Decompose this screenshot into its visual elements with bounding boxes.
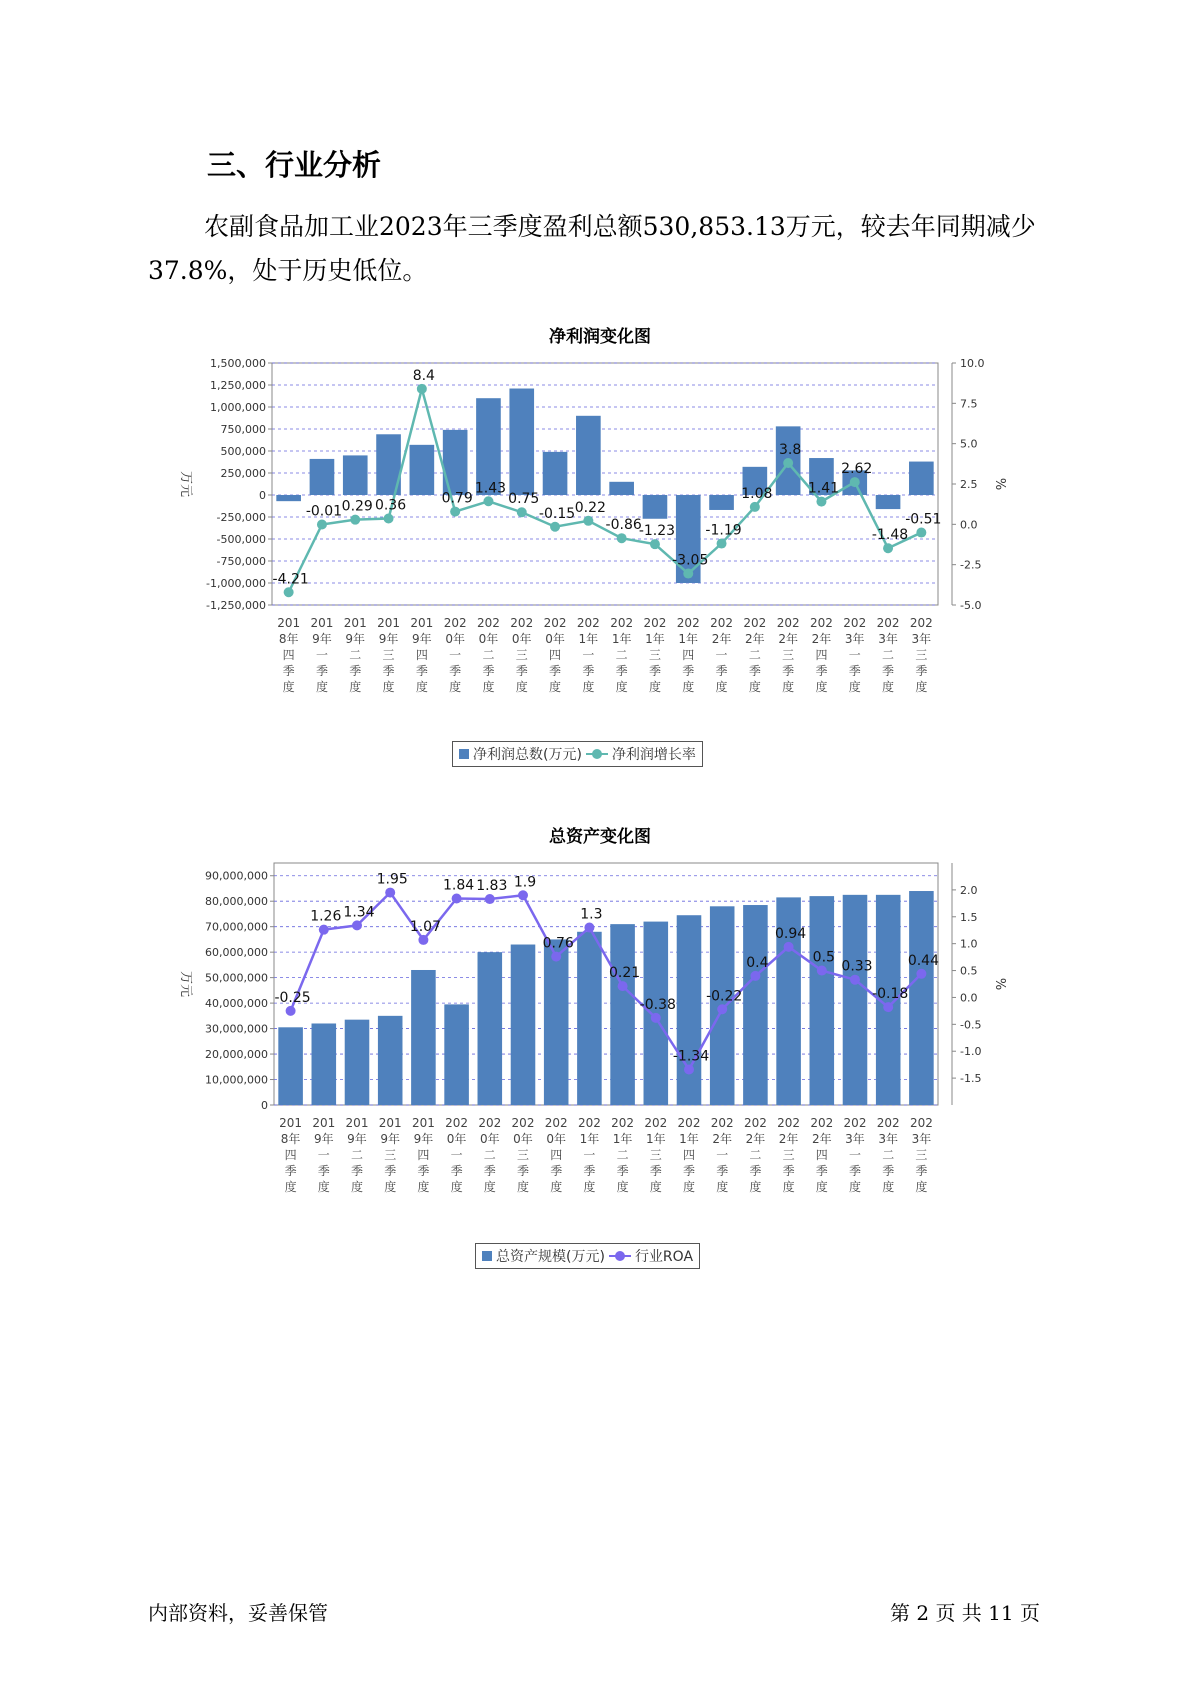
bar	[478, 952, 503, 1105]
data-label: -0.22	[706, 988, 743, 1005]
data-label: 0.21	[609, 965, 641, 982]
line-point	[551, 952, 561, 962]
bar	[276, 495, 301, 501]
line-point	[850, 975, 860, 985]
footer-page-number: 第 2 页 共 11 页	[890, 1601, 1040, 1625]
net-profit-chart	[170, 355, 1050, 735]
y-tick-label: 30,000,000	[205, 1022, 268, 1036]
line-point	[483, 496, 493, 506]
line-point	[816, 497, 826, 507]
data-label: 2.62	[841, 461, 873, 478]
y-tick-label: 70,000,000	[205, 920, 268, 934]
data-label: 1.95	[376, 871, 408, 888]
bar	[312, 1023, 337, 1105]
data-label: -1.23	[638, 523, 676, 540]
x-tick-label: 202 1年一季度	[577, 1116, 601, 1194]
data-label: 8.4	[412, 367, 435, 384]
line-point	[352, 920, 362, 930]
data-label: 0.44	[907, 952, 939, 969]
legend-line-label: 行业ROA	[634, 1249, 694, 1265]
data-label: 0.94	[775, 925, 807, 942]
x-tick-label: 201 9年三季度	[377, 616, 401, 694]
bar	[544, 939, 569, 1105]
data-label: 1.83	[476, 878, 508, 895]
legend-bar-label: 净利润总数(万元)	[473, 747, 582, 763]
footer-left: 内部资料，妥善保管	[148, 1601, 328, 1625]
line-point	[916, 528, 926, 538]
y-tick-label: 20,000,000	[205, 1048, 268, 1062]
data-label: -3.05	[672, 552, 709, 569]
bar	[543, 452, 568, 495]
x-tick-label: 202 1年一季度	[576, 616, 600, 694]
x-tick-label: 202 0年一季度	[445, 1116, 469, 1194]
y-tick-label: 500,000	[220, 445, 266, 458]
y-tick-label: 1,250,000	[210, 379, 266, 392]
x-tick-label: 202 0年三季度	[510, 616, 534, 694]
data-label: 1.08	[741, 485, 773, 502]
line-point	[883, 1002, 893, 1012]
x-tick-label: 202 3年二季度	[876, 616, 900, 694]
legend-bar-swatch	[482, 1251, 492, 1261]
y2-tick-label: 0.0	[960, 518, 978, 532]
bar	[909, 462, 934, 495]
x-tick-label: 202 0年二季度	[476, 616, 500, 694]
x-tick-label: 202 0年二季度	[478, 1116, 502, 1194]
chart2-legend	[475, 1243, 700, 1269]
data-label: 0.29	[341, 498, 373, 515]
bar	[810, 896, 835, 1105]
y2-tick-label: 7.5	[960, 397, 978, 411]
y-tick-label: 1,500,000	[210, 357, 266, 370]
line-point	[617, 533, 627, 543]
data-label: 1.26	[310, 908, 342, 925]
y-tick-label: 0	[261, 1099, 268, 1112]
y-tick-label: -1,250,000	[206, 599, 266, 612]
plot-area	[274, 863, 938, 1105]
data-label: 1.34	[343, 904, 375, 921]
legend-line-swatch	[586, 749, 608, 759]
x-tick-label: 201 8年四季度	[277, 616, 301, 694]
line-point	[319, 925, 329, 935]
data-label: 1.84	[443, 877, 475, 894]
line-point	[284, 587, 294, 597]
data-label: -4.21	[272, 571, 309, 588]
bar	[577, 932, 602, 1105]
bar	[709, 495, 734, 510]
y-tick-label: 1,000,000	[210, 401, 266, 414]
line-point	[618, 981, 628, 991]
y-tick-label: 0	[259, 489, 266, 502]
line-point	[717, 539, 727, 549]
x-tick-label: 202 1年二季度	[611, 1116, 635, 1194]
data-label: -0.38	[639, 996, 676, 1013]
y-tick-label: -500,000	[216, 533, 266, 546]
bar	[444, 1004, 469, 1105]
bar	[909, 891, 934, 1105]
bar	[576, 416, 601, 495]
x-tick-label: 201 9年三季度	[378, 1116, 402, 1194]
y2-tick-label: 0.0	[960, 991, 978, 1005]
data-label: 0.75	[508, 491, 540, 508]
data-label: 1.41	[807, 480, 840, 497]
y-tick-label: 750,000	[220, 423, 266, 436]
section-heading: 三、行业分析	[207, 148, 382, 182]
x-tick-label: 202 2年二季度	[743, 1116, 767, 1194]
data-label: -0.86	[605, 517, 642, 534]
y2-tick-label: -1.0	[960, 1045, 982, 1059]
line-point	[417, 384, 427, 394]
summary-paragraph: 农副食品加工业2023年三季度盈利总额530,853.13万元，较去年同期减少37.8%，处于历史低位。	[148, 212, 1036, 285]
y-tick-label: -1,000,000	[206, 577, 266, 590]
chart2-title: 总资产变化图	[549, 827, 651, 847]
y-tick-label: 90,000,000	[205, 869, 268, 883]
x-tick-label: 201 9年四季度	[411, 1116, 435, 1194]
legend-bar-label: 总资产规模(万元)	[496, 1249, 605, 1265]
line-point	[717, 1004, 727, 1014]
x-tick-label: 202 2年一季度	[710, 616, 734, 694]
bar	[343, 455, 368, 495]
y2-tick-label: 2.5	[960, 478, 978, 491]
x-tick-label: 202 2年三季度	[776, 616, 800, 694]
bar	[643, 495, 668, 519]
line-point	[750, 971, 760, 981]
data-label: -1.19	[705, 522, 742, 539]
data-label: 0.4	[746, 954, 769, 971]
y2-tick-label: 0.5	[960, 964, 978, 978]
line-point	[750, 502, 760, 512]
line-point	[518, 890, 528, 900]
x-tick-label: 202 3年三季度	[909, 616, 933, 694]
x-tick-label: 202 1年二季度	[610, 616, 634, 694]
x-tick-label: 202 3年二季度	[876, 1116, 900, 1194]
data-label: -0.18	[872, 986, 909, 1003]
line-point	[384, 514, 394, 524]
bar	[378, 1016, 403, 1105]
x-tick-label: 202 0年四季度	[544, 1116, 568, 1194]
line-point	[650, 539, 660, 549]
y-tick-label: 250,000	[220, 467, 266, 480]
line-point	[450, 507, 460, 517]
y-tick-label: -250,000	[216, 511, 266, 524]
x-tick-label: 202 1年三季度	[643, 616, 667, 694]
data-label: -0.25	[274, 989, 311, 1006]
x-tick-label: 201 9年二季度	[345, 1116, 369, 1194]
line-point	[418, 935, 428, 945]
y2-tick-label: -1.5	[960, 1072, 982, 1086]
bar	[278, 1027, 303, 1105]
data-label: 0.36	[374, 497, 407, 514]
data-label: 1.07	[409, 918, 441, 935]
x-tick-label: 202 0年一季度	[443, 616, 467, 694]
line-point	[850, 477, 860, 487]
x-tick-label: 201 9年四季度	[410, 616, 434, 694]
line-point	[883, 543, 893, 553]
x-tick-label: 202 3年一季度	[843, 616, 867, 694]
y2-tick-label: 2.0	[960, 883, 978, 897]
x-tick-label: 202 2年二季度	[743, 616, 767, 694]
x-tick-label: 202 3年一季度	[843, 1116, 867, 1194]
data-label: -0.01	[305, 503, 343, 520]
data-label: 0.79	[441, 490, 473, 507]
y-axis-label: 万元	[178, 970, 193, 998]
bar	[310, 459, 335, 495]
y-tick-label: 60,000,000	[205, 946, 268, 960]
y-tick-label: 50,000,000	[205, 971, 268, 985]
data-label: 3.8	[779, 442, 802, 459]
line-point	[485, 894, 495, 904]
legend-line-label: 净利润增长率	[611, 747, 696, 763]
data-label: 1.3	[580, 906, 603, 923]
legend-line-swatch	[609, 1251, 631, 1261]
bar	[677, 915, 702, 1105]
line-point	[286, 1006, 296, 1016]
bar	[345, 1020, 370, 1105]
x-tick-label: 202 1年四季度	[676, 616, 700, 694]
line-point	[317, 519, 327, 529]
bar	[843, 895, 868, 1105]
y2-tick-label: 1.5	[960, 910, 978, 924]
line-point	[817, 966, 827, 976]
bar	[410, 445, 435, 495]
y-tick-label: -750,000	[216, 555, 266, 568]
y2-tick-label: 5.0	[960, 437, 978, 451]
chart1-legend	[452, 741, 703, 767]
y2-tick-label: 1.0	[960, 937, 978, 951]
line-point	[584, 923, 594, 933]
y-axis-label: 万元	[178, 470, 193, 498]
data-label: -1.48	[871, 527, 909, 544]
bar	[411, 970, 436, 1105]
x-tick-label: 202 3年三季度	[909, 1116, 933, 1194]
y2-axis-label: %	[992, 477, 1007, 491]
line-point	[517, 507, 527, 517]
y-tick-label: 40,000,000	[205, 997, 268, 1011]
y2-tick-label: 10.0	[960, 357, 985, 370]
bar	[610, 924, 635, 1105]
x-tick-label: 201 9年一季度	[312, 1116, 336, 1194]
bar	[876, 495, 901, 509]
bar	[511, 945, 536, 1105]
data-label: 1.9	[513, 874, 537, 891]
x-tick-label: 202 2年三季度	[777, 1116, 801, 1194]
line-point	[452, 893, 462, 903]
line-point	[651, 1013, 661, 1023]
line-point	[385, 888, 395, 898]
line-point	[583, 516, 593, 526]
y-tick-label: 80,000,000	[205, 895, 268, 909]
y2-tick-label: -2.5	[960, 558, 982, 572]
data-label: 0.33	[841, 958, 873, 975]
line-point	[784, 942, 794, 952]
legend-bar-swatch	[459, 749, 469, 759]
x-tick-label: 202 0年四季度	[543, 616, 567, 694]
data-label: -0.51	[905, 511, 942, 528]
y2-tick-label: -0.5	[960, 1018, 982, 1032]
x-tick-label: 201 9年二季度	[343, 616, 367, 694]
x-tick-label: 202 0年三季度	[511, 1116, 535, 1194]
x-tick-label: 202 2年四季度	[810, 1116, 834, 1194]
data-label: 0.22	[574, 499, 606, 516]
line-point	[783, 458, 793, 468]
data-label: 0.76	[542, 935, 574, 952]
line-point	[916, 969, 926, 979]
line-point	[684, 1065, 694, 1075]
line-point	[683, 569, 693, 579]
total-assets-chart	[170, 855, 1050, 1235]
x-tick-label: 201 8年四季度	[279, 1116, 303, 1194]
line-point	[350, 515, 360, 525]
bar	[743, 905, 768, 1105]
y2-tick-label: -5.0	[960, 599, 982, 612]
x-tick-label: 202 1年三季度	[644, 1116, 668, 1194]
x-tick-label: 201 9年一季度	[310, 616, 334, 694]
line-point	[550, 522, 560, 532]
data-label: -0.15	[538, 505, 576, 522]
chart1-title: 净利润变化图	[549, 327, 651, 347]
data-label: 1.43	[474, 480, 507, 497]
data-label: -1.34	[672, 1048, 710, 1065]
y2-axis-label: %	[992, 977, 1007, 991]
x-tick-label: 202 2年四季度	[809, 616, 833, 694]
y-tick-label: 10,000,000	[205, 1073, 268, 1087]
x-tick-label: 202 2年一季度	[710, 1116, 734, 1194]
bar	[509, 389, 534, 495]
bar	[609, 482, 634, 495]
x-tick-label: 202 1年四季度	[677, 1116, 701, 1194]
data-label: 0.5	[812, 949, 835, 966]
bar	[443, 430, 468, 495]
